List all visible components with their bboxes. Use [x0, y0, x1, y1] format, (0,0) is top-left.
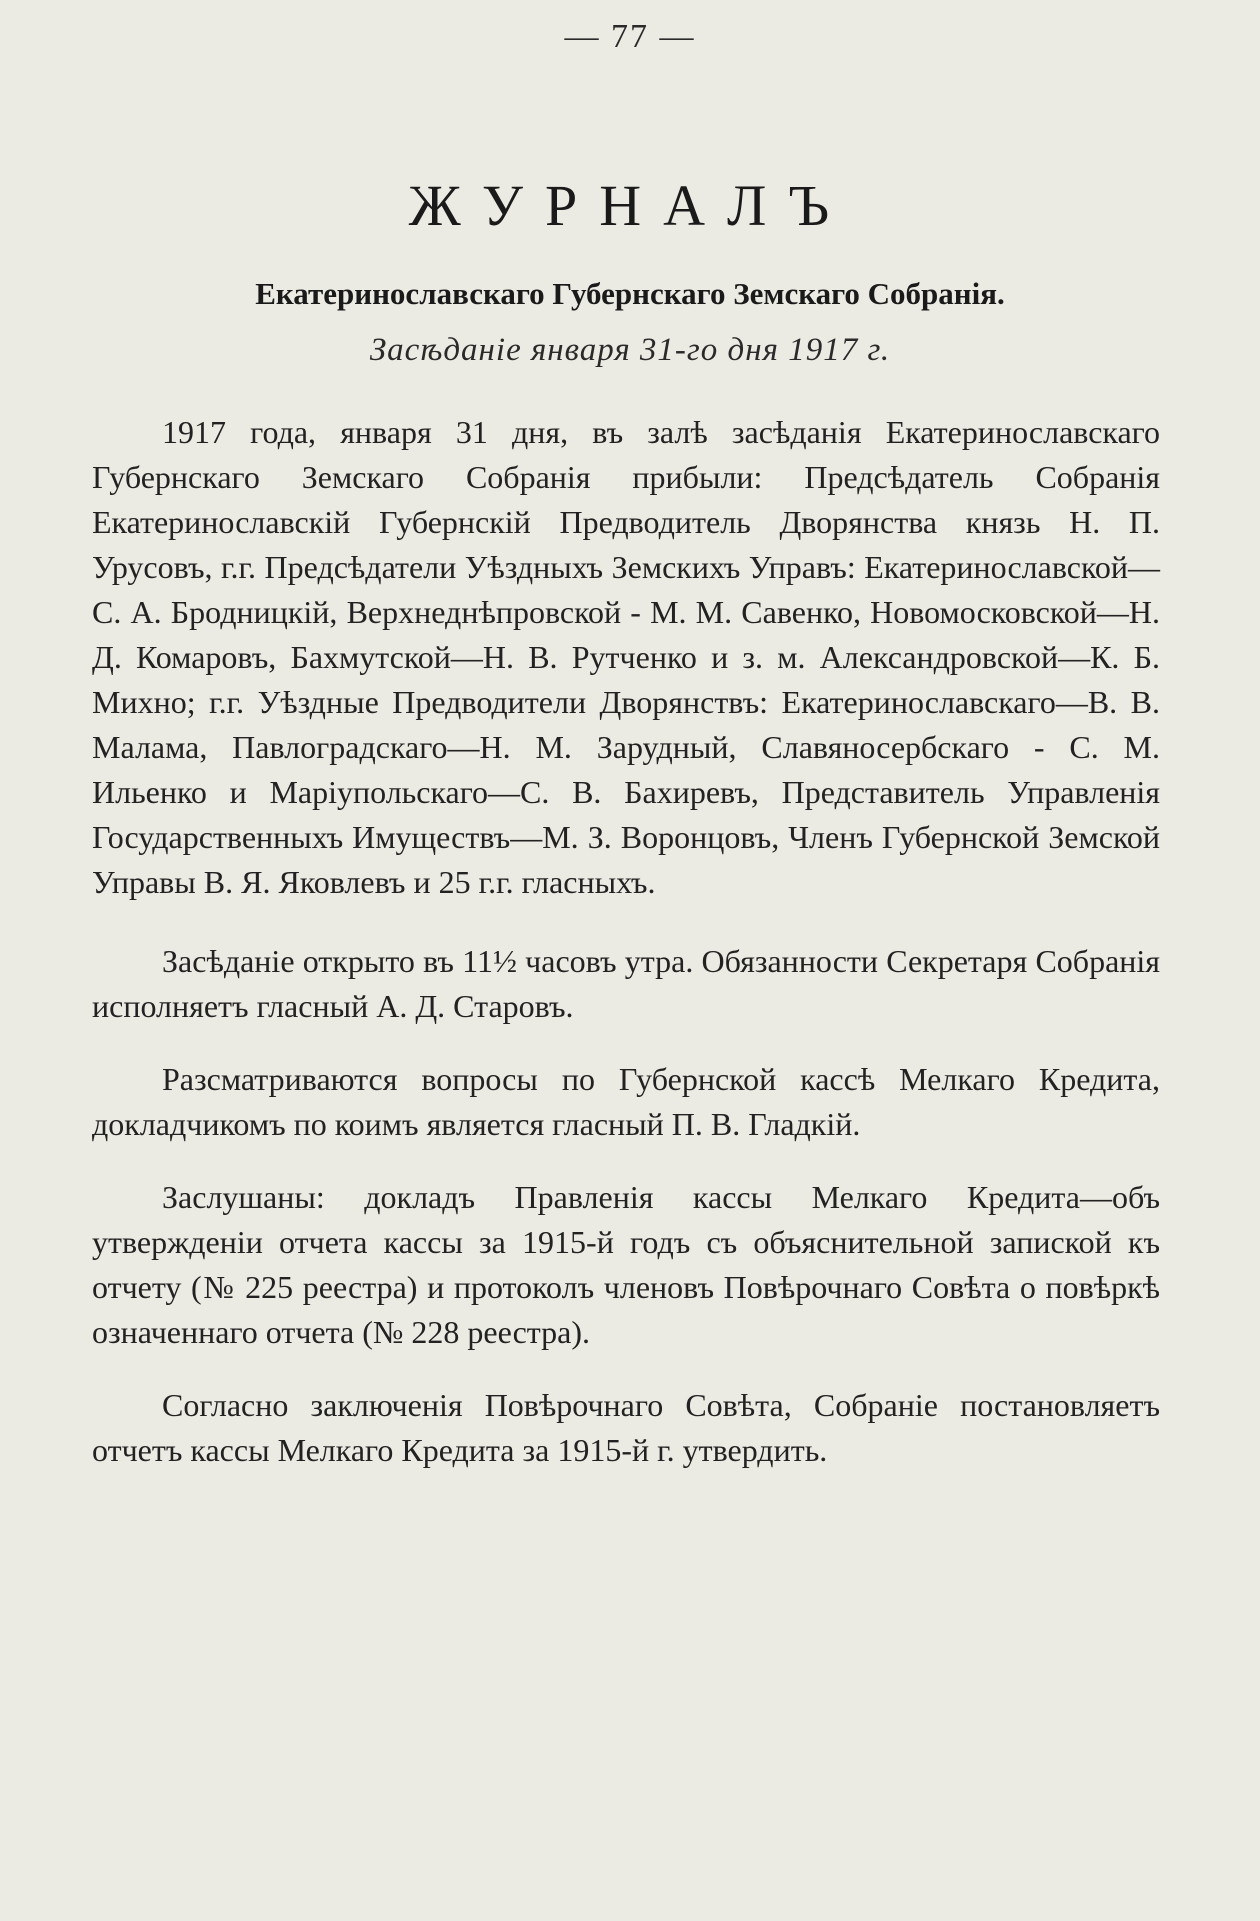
- paragraph-attendance: 1917 года, января 31 дня, въ залѣ засѣданія Екатеринославскаго Губернскаго Земскаго Собранія прибыли: Предсѣдатель Собранія Екатеринославскій Губернскій Предводитель Дворянства князь Н. П. Урусовъ, г.г. Предсѣдатели Уѣздныхъ Земскихъ Управъ: Екатеринославской—С. А. Бродницкій, Верхнеднѣпровской - М. М. Савенко, Новомосковской—Н. Д. Комаровъ, Бахмутской—Н. В. Рутченко и з. м. Александровской—К. Б. Михно; г.г. Уѣздные Предводители Дворянствъ: Екатеринославскаго—В. В. Малама, Павлоградскаго—Н. М. Зарудный, Славяносербскаго - С. М. Ильенко и Маріупольскаго—С. В. Бахиревъ, Представитель Управленія Государственныхъ Имуществъ—М. З. Воронцовъ, Членъ Губернской Земской Управы В. Я. Яковлевъ и 25 г.г. гласныхъ.: [92, 414, 1160, 900]
- paragraph-credit-questions: Разсматриваются вопросы по Губернской кассѣ Мелкаго Кредита, докладчикомъ по коимъ является гласный П. В. Гладкій.: [92, 1061, 1160, 1142]
- session-date: Засѣданіе января 31-го дня 1917 г.: [369, 332, 891, 368]
- paragraph-resolution: Согласно заключенія Повѣрочнаго Совѣта, Собраніе постановляетъ отчетъ кассы Мелкаго Кредита за 1915-й г. утвердить.: [92, 1387, 1160, 1468]
- journal-title: ЖУРНАЛЪ: [408, 173, 852, 238]
- assembly-subtitle: Екатеринославскаго Губернскаго Земскаго Собранія.: [255, 276, 1005, 311]
- paragraph-opening: Засѣданіе открыто въ 11½ часовъ утра. Обязанности Секретаря Собранія исполняетъ гласный А. Д. Старовъ.: [92, 943, 1160, 1024]
- paragraph-report: Заслушаны: докладъ Правленія кассы Мелкаго Кредита—объ утвержденіи отчета кассы за 1915-й годъ съ объяснительной запиской къ отчету (№ 225 реестра) и протоколъ членовъ Повѣрочнаго Совѣта о повѣркѣ означеннаго отчета (№ 228 реестра).: [92, 1179, 1160, 1350]
- page-number: — 77 —: [564, 18, 696, 55]
- journal-body: [92, 410, 1160, 1501]
